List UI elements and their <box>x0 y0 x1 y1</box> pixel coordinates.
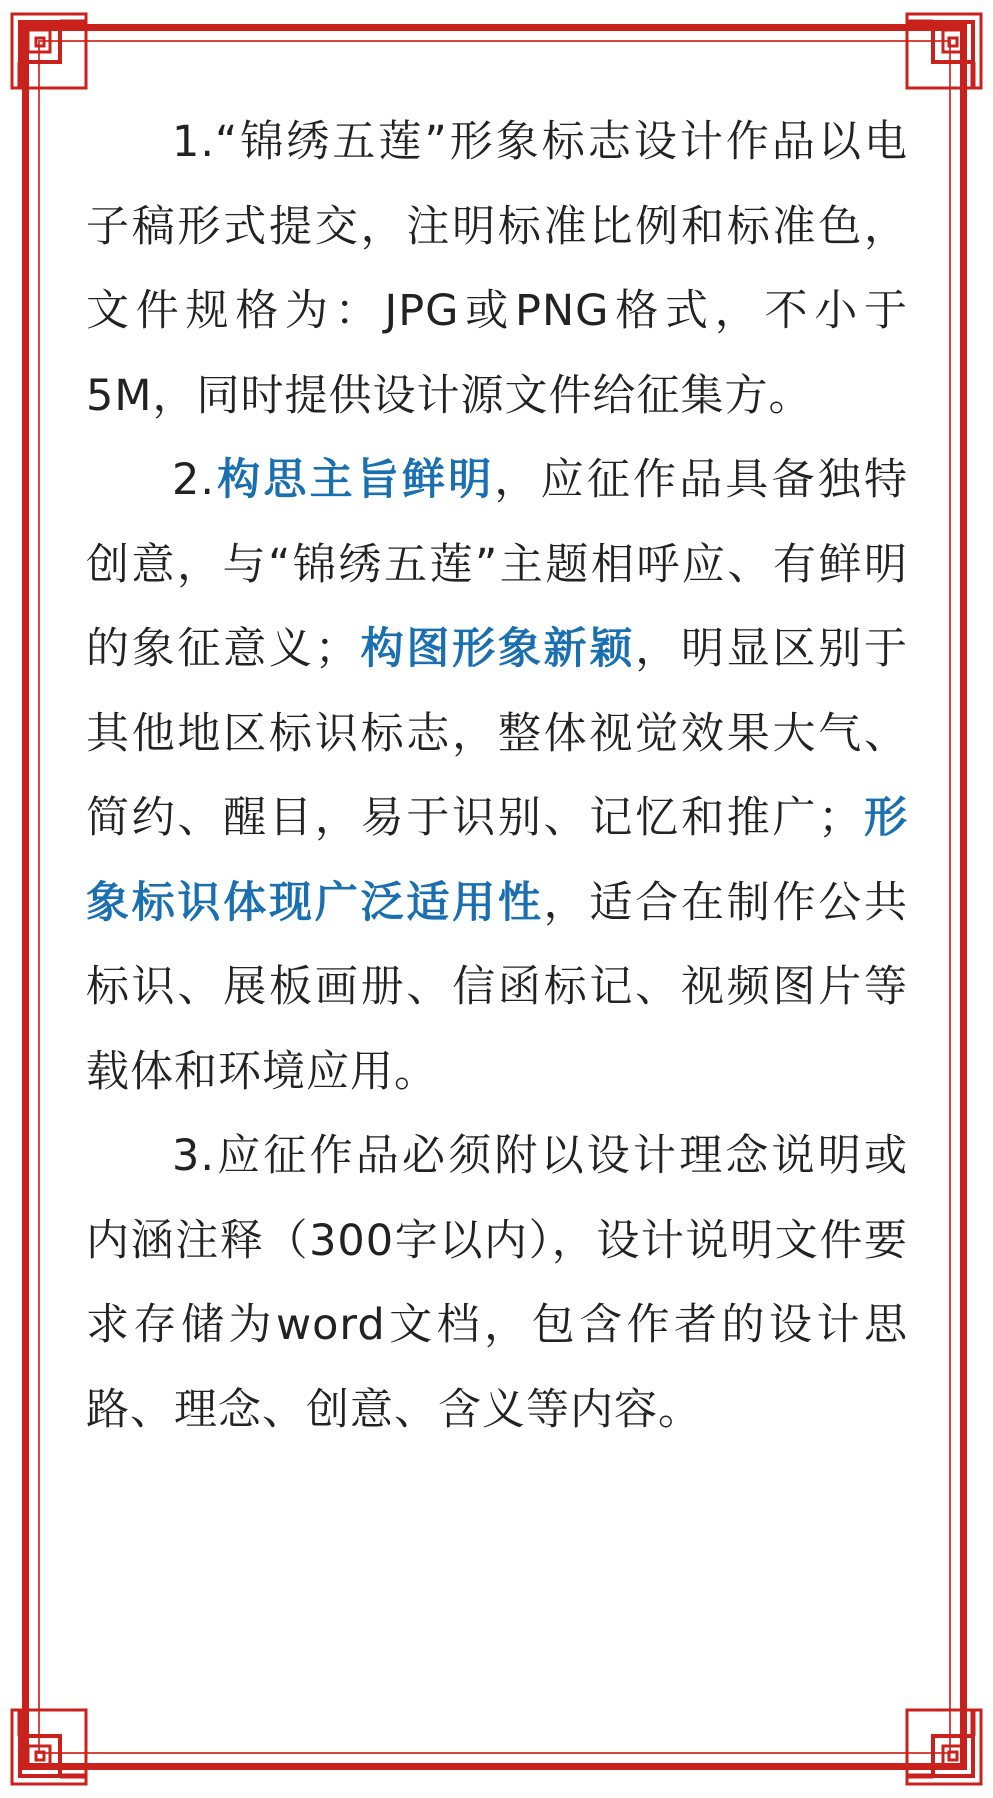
paragraph-2-text-b: ，明显区别于其他地区标识标志，整体视觉效果大气、简约、醒目，易于识别、记忆和推广； <box>86 624 909 843</box>
corner-ornament-icon <box>905 1708 983 1786</box>
corner-ornament-icon <box>10 1708 88 1786</box>
paragraph-3: 3.应征作品必须附以设计理念说明或内涵注释（300字以内），设计说明文件要求存储为word文档，包含作者的设计思路、理念、创意、含义等内容。 <box>86 1131 908 1435</box>
paragraph-2-text-a: ，应征作品具备独特创意，与“锦绣五莲”主题相呼应、有鲜明的象征意义； <box>86 455 909 674</box>
highlight-theme: 构思主旨鲜明 <box>215 455 495 505</box>
paragraph-2-number: 2. <box>172 455 216 505</box>
highlight-composition: 构图形象新颖 <box>358 624 636 674</box>
highlight-applicability: 形象标识体现广泛适用性 <box>86 793 909 928</box>
requirements-text <box>86 100 908 1452</box>
paragraph-2 <box>86 438 908 1114</box>
paragraph-1: 1.“锦绣五莲”形象标志设计作品以电子稿形式提交，注明标准比例和标准色，文件规格为：JPG或PNG格式，不小于5M，同时提供设计源文件给征集方。 <box>86 117 908 421</box>
corner-ornament-icon <box>10 12 88 90</box>
corner-ornament-icon <box>905 12 983 90</box>
paragraph-2-text-c: ，适合在制作公共标识、展板画册、信函标记、视频图片等载体和环境应用。 <box>86 877 909 1097</box>
